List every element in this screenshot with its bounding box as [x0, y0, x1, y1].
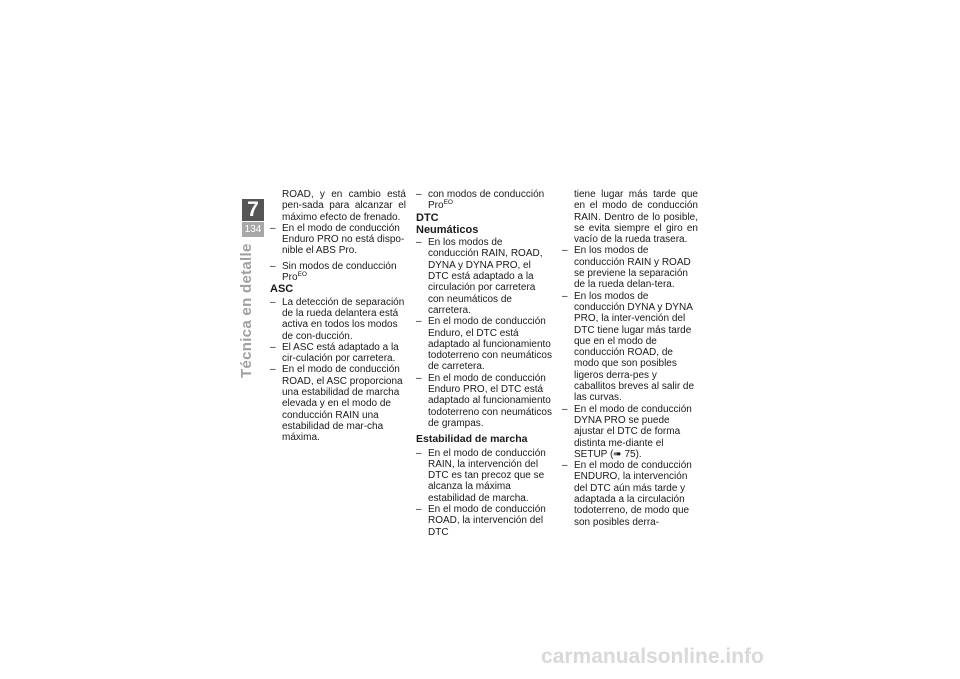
- list-item: – La detección de separación de la rueda delantera está activa en todos los modos de con-ducción.: [270, 296, 405, 342]
- list-item: – El ASC está adaptado a la cir-culación por carretera.: [270, 341, 399, 365]
- list-item: – En el modo de conducción RAIN, la intervención del DTC es tan precoz que se alcanza la máxima estabilidad de marcha.: [416, 447, 546, 504]
- page-reference-arrow-icon: ➠: [613, 448, 622, 460]
- eo-superscript: EO: [297, 271, 307, 279]
- column-3: [562, 189, 698, 528]
- list-item: – En los modos de conducción DYNA y DYNA PRO, la inter-vención del DTC tiene lugar más tarde que en el modo de conducción ROAD, de modo que son posibles ligeros derra-pes y caballitos breves al salir de las curvas.: [562, 290, 695, 404]
- section-heading-dtc: DTC: [416, 211, 439, 224]
- column-1: [270, 189, 406, 444]
- continued-paragraph: tiene lugar más tarde que en el modo de conducción RAIN. Dentro de lo posible, se evita siempre el giro en vacío de la rueda trasera.: [574, 189, 698, 246]
- list-item: – En el modo de conducción Enduro, el DTC está adaptado al funcionamiento todoterreno con neumáticos de carretera.: [416, 316, 552, 373]
- list-item: – En el modo de conducción Enduro PRO, el DTC está adaptado al funcionamiento todoterreno con neumáticos de grampas.: [416, 372, 552, 429]
- list-item: – En el modo de conducción ENDURO, la intervención del DTC aún más tarde y adaptada a la circulación todoterreno, de modo que son posibles derra-: [562, 460, 692, 528]
- list-item: – En los modos de conducción RAIN, ROAD, DYNA y DYNA PRO, el DTC está adaptado a la circulación por carretera con neumáticos de carretera.: [416, 237, 543, 316]
- continued-paragraph: ROAD, y en cambio está pen-sada para alcanzar el máximo efecto de frenado.: [282, 189, 406, 223]
- list-item: – Sin modos de conducción Pro$^{EO}$: [270, 260, 397, 284]
- column-2: [416, 189, 552, 538]
- list-item: – En el modo de conducción Enduro PRO no está dispo-nible el ABS Pro.: [270, 222, 405, 257]
- list-item: – En los modos de conducción RAIN y ROAD se previene la separación de la rueda delan-tera.: [562, 245, 691, 291]
- page-number: 134: [242, 222, 264, 237]
- watermark: carmanualsonline.info: [541, 645, 764, 668]
- eo-superscript: EO: [443, 199, 453, 207]
- list-item: – En el modo de conducción ROAD, el ASC proporciona una estabilidad de marcha elevada y en el modo de conducción RAIN una estabilidad de mar-cha máxima.: [270, 364, 403, 444]
- list-item: – En el modo de conducción DYNA PRO se puede ajustar el DTC de forma distinta me-diante el SETUP (➠ 75).: [562, 403, 692, 460]
- subheading-tires: Neumáticos: [416, 223, 479, 236]
- list-item: – con modos de conducción Pro$^{EO}$: [416, 189, 545, 212]
- subheading-stability: Estabilidad de marcha: [416, 433, 528, 446]
- section-heading-asc: ASC: [270, 283, 294, 296]
- chapter-title: Técnica en detalle: [238, 243, 255, 378]
- page-reference-link[interactable]: 75).: [624, 448, 642, 460]
- list-item: – En el modo de conducción ROAD, la intervención del DTC: [416, 504, 546, 538]
- chapter-number: 7: [242, 199, 264, 221]
